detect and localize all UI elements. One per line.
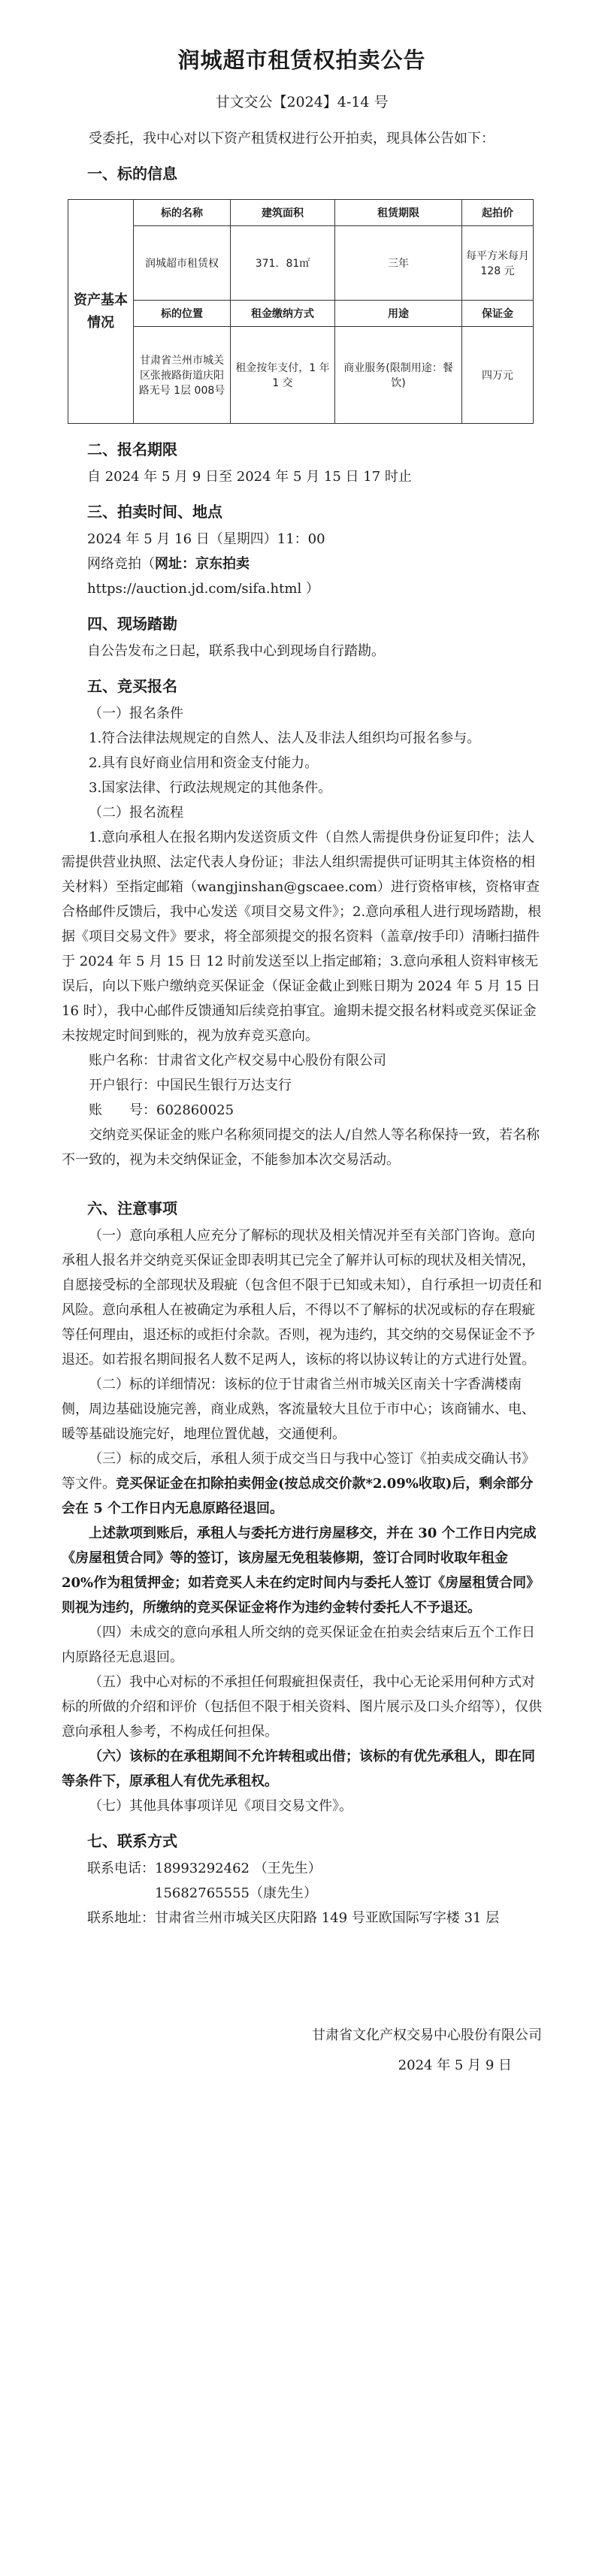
account-number: 账 号：602860025 bbox=[89, 1102, 234, 1118]
header-start-price: 起拍价 bbox=[462, 200, 534, 226]
section-7-heading: 七、联系方式 bbox=[87, 1832, 177, 1850]
account-note: 交纳竞买保证金的账户名称须同提交的法人/自然人等名称保持一致，若名称不一致的，视为未交纳保证金，不能参加本次交易活动。 bbox=[62, 1127, 540, 1168]
footer-organization: 甘肃省文化产权交易中心股份有限公司 bbox=[312, 2027, 542, 2043]
section-1-heading: 一、标的信息 bbox=[87, 165, 177, 183]
auction-place-prefix: 网络竞拍（ bbox=[87, 556, 155, 572]
contact-phone-1: 联系电话：18993292462 （王先生） bbox=[87, 1861, 322, 1876]
notice-item-7: （七）其他具体事项详见《项目交易文件》。 bbox=[89, 1798, 352, 1814]
footer bbox=[62, 2021, 542, 2081]
section-3-heading: 三、拍卖时间、地点 bbox=[87, 503, 222, 521]
notice-item-3b: 上述款项到账后，承租人与委托方进行房屋移交，并在 30 个工作日内完成《房屋租赁合同》等的签订，该房屋无免租装修期，签订合同时收取年租金 20%作为租赁押金；如若竞买人未在约定时间内与委托人签订《房屋租赁合同》则视为违约，所缴纳的竞买保证金将作为违约金转付委托人不予退还。 bbox=[62, 1525, 540, 1616]
cell-area: 371．81㎡ bbox=[231, 226, 335, 301]
asset-basic-info-label: 资产基本情况 bbox=[68, 200, 134, 424]
section-4-heading: 四、现场踏勘 bbox=[87, 615, 177, 633]
intro-paragraph: 受委托，我中心对以下资产租赁权进行公开拍卖，现具体公告如下： bbox=[89, 131, 495, 147]
notice-item-3-bold: 竞买保证金在扣除拍卖佣金(按总成交价款*2.09%收取)后，剩余部分会在 5 个工作日内无息原路径退回。 bbox=[62, 1476, 534, 1516]
section-5-heading: 五、竞买报名 bbox=[87, 677, 177, 695]
auction-place bbox=[62, 552, 542, 576]
cell-rent-payment: 租金按年支付，1 年 1 交 bbox=[231, 327, 335, 424]
auction-time: 2024 年 5 月 16 日（星期四）11：00 bbox=[87, 531, 325, 547]
cell-deposit: 四万元 bbox=[462, 327, 534, 424]
header-area: 建筑面积 bbox=[231, 200, 335, 226]
notice-item-5: （五）我中心对标的不承担任何瑕疵担保责任，我中心无论采用何种方式对标的所做的介绍和评价（包括但不限于相关资料、图片展示及口头介绍等），仅供意向承租人参考，不构成任何担保。 bbox=[62, 1674, 542, 1740]
conditions-title: （一）报名条件 bbox=[89, 706, 183, 721]
notice-item-6: （六）该标的在承租期间不允许转租或出借；该标的有优先承租人，即在同等条件下，原承租人有优先承租权。 bbox=[62, 1749, 535, 1789]
contact-address: 联系地址：甘肃省兰州市城关区庆阳路 149 号亚欧国际写字楼 31 层 bbox=[87, 1910, 500, 1926]
cell-name: 润城超市租赁权 bbox=[134, 226, 231, 301]
footer-date: 2024 年 5 月 9 日 bbox=[398, 2057, 512, 2073]
section-2-heading: 二、报名期限 bbox=[87, 440, 177, 458]
procedure-text: 1.意向承租人在报名期内发送资质文件（自然人需提供身份证复印件；法人需提供营业执照、法定代表人身份证；非法人组织需提供可证明其主体资格的相关材料）至指定邮箱（wangjinshan@gscaee.com）进行资格审核，资格审查合格邮件反馈后，我中心发送《项目交易文件》；2.意向承租人进行现场踏勘，根据《项目交易文件》要求，将全部须提交的报名资料（盖章/按手印）清晰扫描件于 2024 年 5 月 15 日 12 时前发送至以上指定邮箱；3.意向承租人资料审核无误后，向以下账户缴纳竞买保证金（保证金截止到账日期为 2024 年 5 月 15 日 16 时），我中心邮件反馈通知后续竞拍事宜。逾期未提交报名材料或竞买保证金未按规定时间到账的，视为放弃竞买意向。 bbox=[62, 830, 542, 1044]
registration-period: 自 2024 年 5 月 9 日至 2024 年 5 月 15 日 17 时止 bbox=[87, 469, 412, 485]
account-bank: 开户银行：中国民生银行万达支行 bbox=[89, 1078, 292, 1093]
cell-location: 甘肃省兰州市城关区张掖路街道庆阳路无号 1层 008号 bbox=[134, 327, 231, 424]
contact-phone-2: 15682765555（康先生） bbox=[155, 1885, 317, 1901]
header-location: 标的位置 bbox=[134, 301, 231, 327]
cell-term: 三年 bbox=[335, 226, 462, 301]
cell-start-price: 每平方米每月 128 元 bbox=[462, 226, 534, 301]
auction-platform: 网址：京东拍卖 bbox=[155, 556, 250, 572]
notice-item-4: （四）未成交的意向承租人所交纳的竞买保证金在拍卖会结束后五个工作日内原路径无息退回。 bbox=[62, 1625, 535, 1665]
site-inspection-text: 自公告发布之日起，联系我中心到现场自行踏勘。 bbox=[87, 643, 385, 659]
condition-item: 2.具有良好商业信用和资金支付能力。 bbox=[89, 755, 319, 771]
page-title: 润城超市租赁权拍卖公告 bbox=[177, 47, 426, 73]
header-name: 标的名称 bbox=[134, 200, 231, 226]
auction-url-link[interactable]: https://auction.jd.com/sifa.html ） bbox=[87, 581, 319, 597]
asset-info-table bbox=[68, 199, 534, 424]
cell-usage: 商业服务(限制用途：餐饮) bbox=[335, 327, 462, 424]
notice-item-1: （一）意向承租人应充分了解标的现状及相关情况并至有关部门咨询。意向承租人报名并交纳竞买保证金即表明其已完全了解并认可标的现状及相关情况，自愿接受标的全部现状及瑕疵（包含但不限于已知或未知），自行承担一切责任和风险。意向承租人在被确定为承租人后，不得以不了解标的状况或标的存在瑕疵等任何理由，退还标的或拒付余款。否则，视为违约，其交纳的交易保证金不予退还。如若报名期间报名人数不足两人，该标的将以协议转让的方式进行处置。 bbox=[62, 1228, 542, 1368]
condition-item: 3.国家法律、行政法规规定的其他条件。 bbox=[89, 780, 332, 796]
header-term: 租赁期限 bbox=[335, 200, 462, 226]
document-number: 甘文交公【2024】4-14 号 bbox=[215, 94, 389, 110]
account-name: 账户名称：甘肃省文化产权交易中心股份有限公司 bbox=[89, 1053, 386, 1069]
section-6-heading: 六、注意事项 bbox=[87, 1199, 177, 1217]
notice-item-3-text: （三）标的成交后，承租人须于成交当日与我中心签订《拍卖成交确认书》等文件。 bbox=[62, 1451, 535, 1492]
notice-item-3 bbox=[62, 1447, 542, 1521]
header-rent-payment: 租金缴纳方式 bbox=[231, 301, 335, 327]
condition-item: 1.符合法律法规规定的自然人、法人及非法人组织均可报名参与。 bbox=[89, 730, 481, 746]
header-deposit: 保证金 bbox=[462, 301, 534, 327]
notice-item-2: （二）标的详细情况：该标的位于甘肃省兰州市城关区南关十字香满楼南侧，周边基础设施完善，商业成熟，客流量较大且位于市中心；该商铺水、电、暖等基础设施完好，地理位置优越，交通便利。 bbox=[62, 1377, 535, 1442]
procedure-title: （二）报名流程 bbox=[89, 805, 183, 821]
header-usage: 用途 bbox=[335, 301, 462, 327]
